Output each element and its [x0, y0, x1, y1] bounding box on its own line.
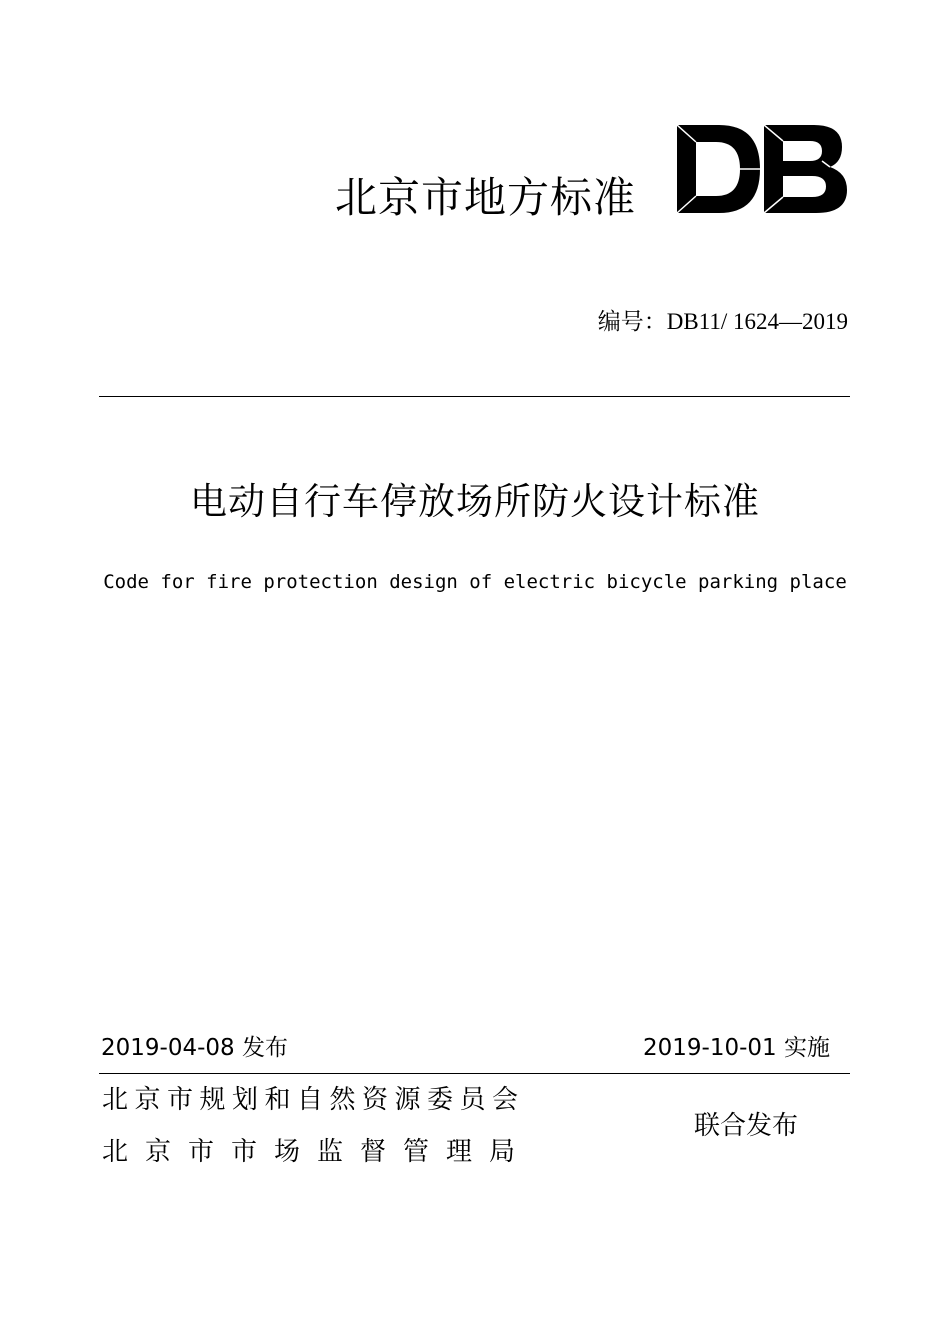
issue-date: 2019-04-08 发布 — [101, 1035, 288, 1061]
bottom-divider — [99, 1073, 850, 1074]
publisher-org-2: 北京市市场监督管理局 — [102, 1137, 533, 1167]
standard-type-label: 北京市地方标准 — [335, 173, 637, 222]
publisher-org-1: 北京市规划和自然资源委员会 — [102, 1085, 525, 1115]
document-title-chinese: 电动自行车停放场所防火设计标准 — [190, 480, 760, 523]
joint-publication-label: 联合发布 — [694, 1111, 799, 1141]
document-title-english: Code for fire protection design of electric bicycle parking place — [103, 571, 847, 593]
db-logo — [674, 122, 850, 216]
standard-number: 编号：DB11/ 1624—2019 — [597, 309, 848, 334]
implementation-date: 2019-10-01 实施 — [643, 1035, 830, 1061]
top-divider — [99, 396, 850, 397]
